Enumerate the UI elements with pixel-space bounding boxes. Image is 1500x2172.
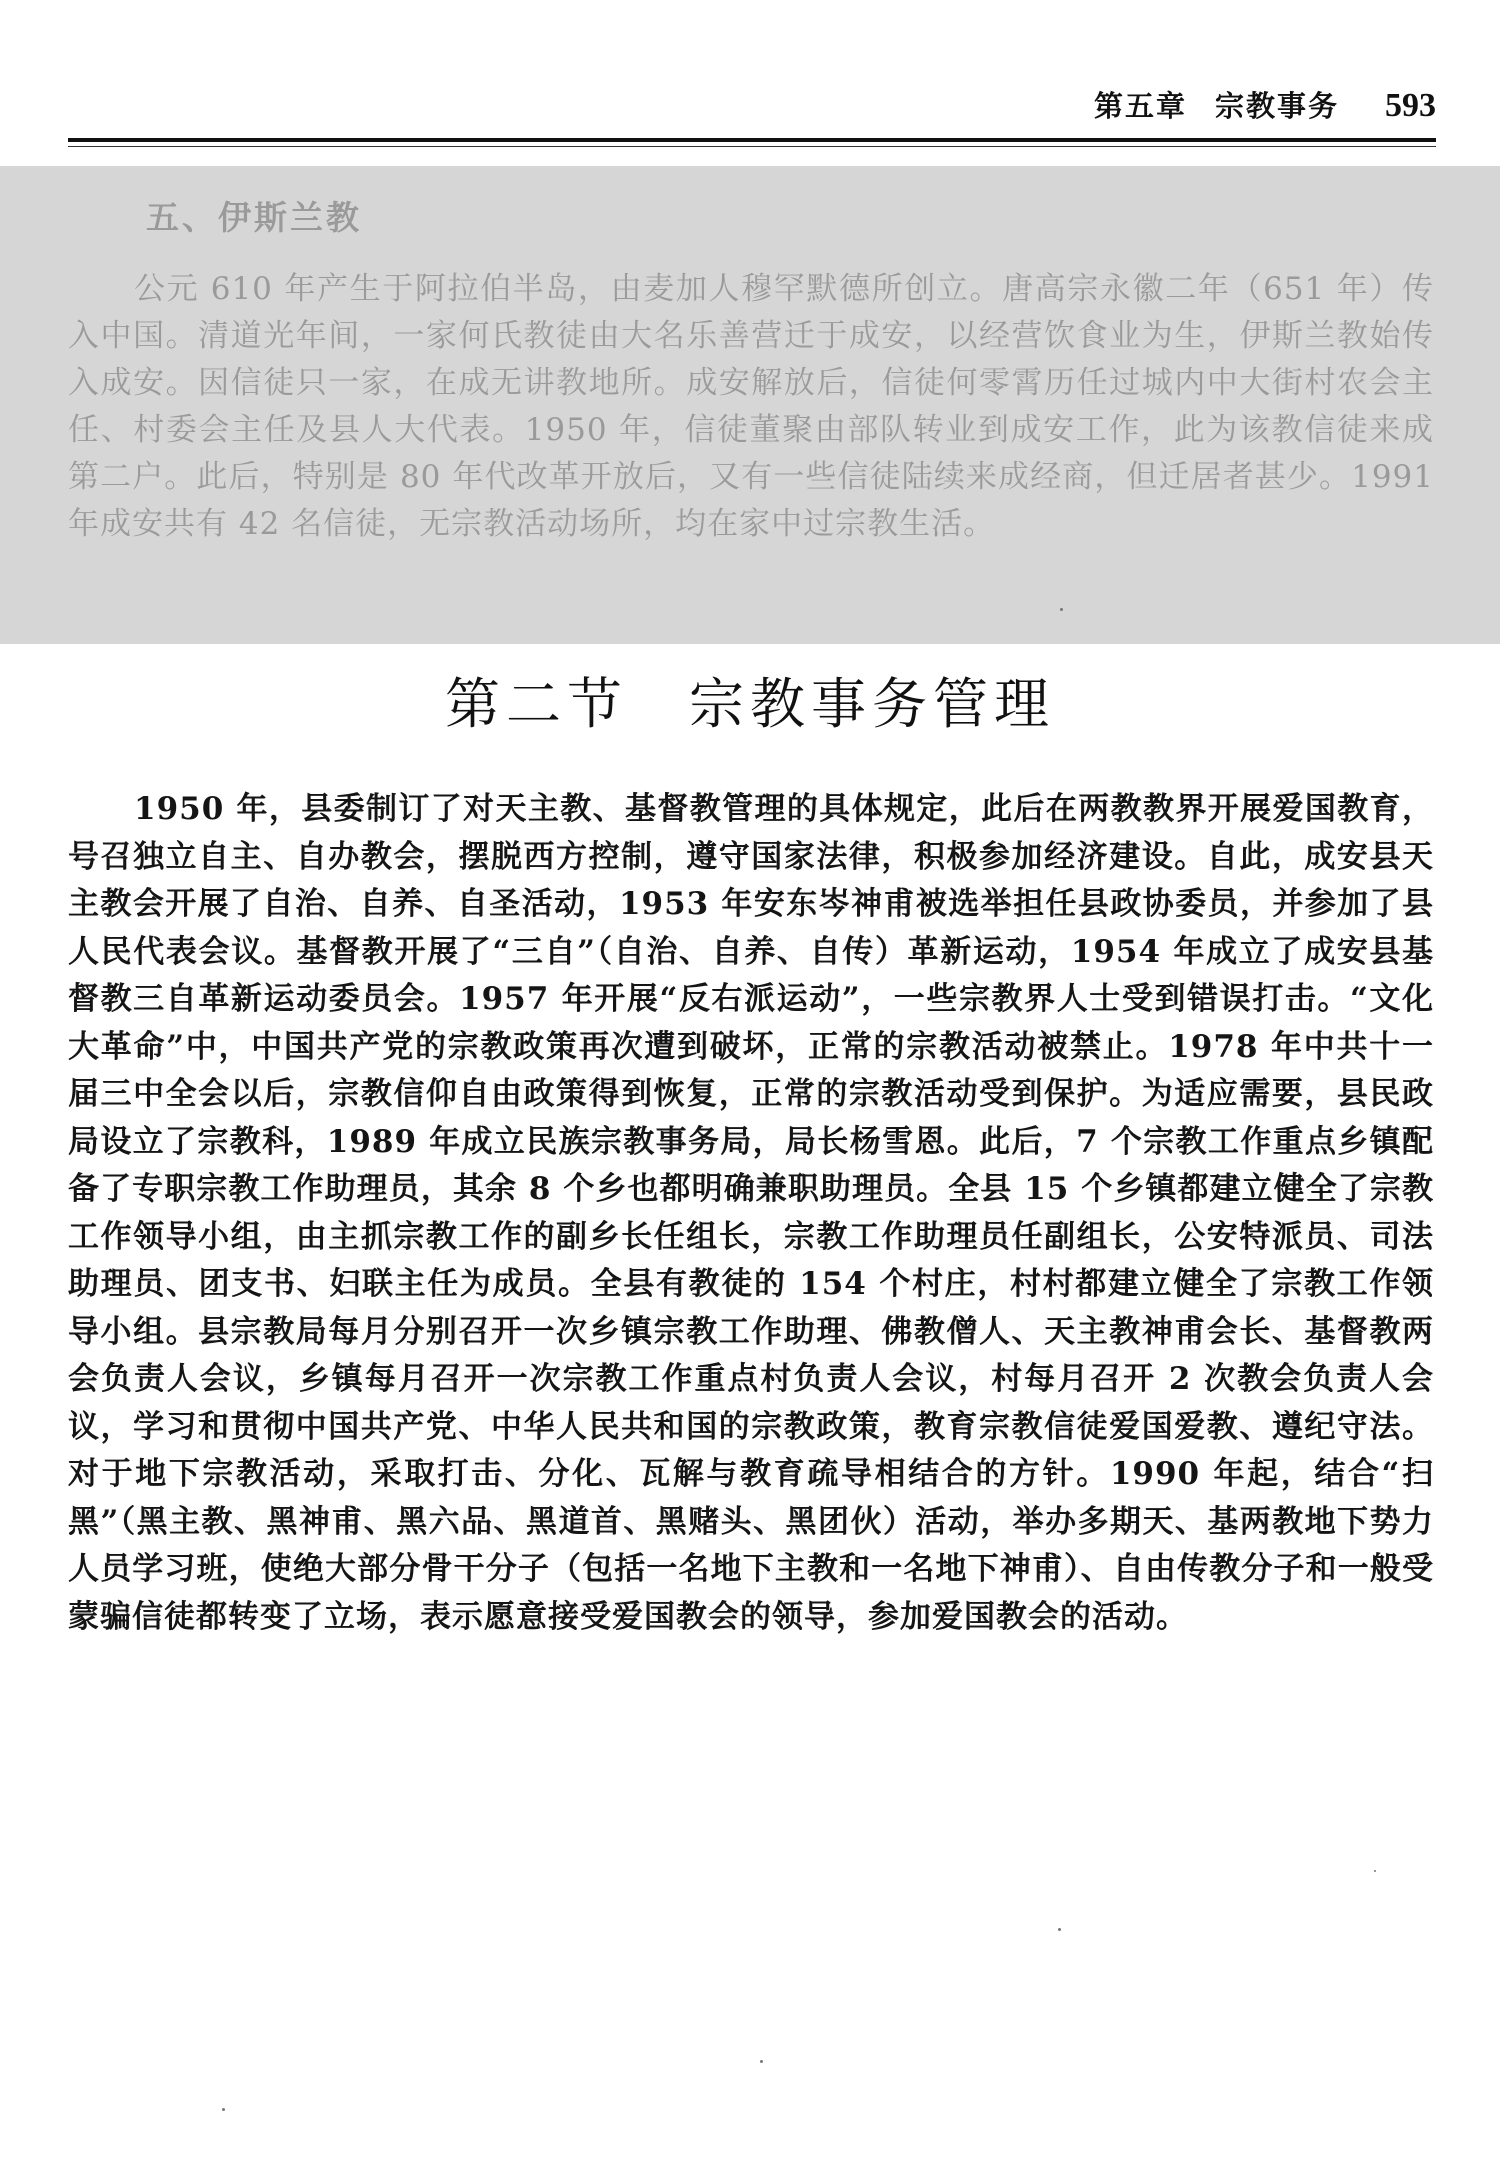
- section-title: 第二节 宗教事务管理: [444, 672, 1055, 736]
- section-label: 宗教事务: [1214, 89, 1339, 123]
- page-number: 593: [1385, 87, 1436, 124]
- scan-speck: [1374, 1870, 1376, 1872]
- subsection-heading: 五、伊斯兰教: [146, 198, 362, 237]
- chapter-label: 第五章: [1093, 89, 1187, 123]
- subsection-paragraph: 公元 610 年产生于阿拉伯半岛，由麦加人穆罕默德所创立。唐高宗永徽二年（651 年）传入中国。清道光年间，一家何氏教徒由大名乐善营迁于成安，以经营饮食业为生，伊斯兰教始传入成安。因信徒只一家，在成无讲教地所。成安解放后，信徒何零霄历任过城内中大街村农会主任、村委会主任及县人大代表。1950 年，信徒董聚由部队转业到成安工作，此为该教信徒来成第二户。此后，特别是 80 年代改革开放后，又有一些信徒陆续来成经商，但迁居者甚少。1991 年成安共有 42 名信徒，无宗教活动场所，均在家中过宗教生活。: [68, 271, 1434, 542]
- header-rule: [68, 138, 1436, 142]
- section-paragraph: 1950 年，县委制订了对天主教、基督教管理的具体规定，此后在两教教界开展爱国教育，号召独立自主、自办教会，摆脱西方控制，遵守国家法律，积极参加经济建设。自此，成安县天主教会开展了自治、自养、自圣活动，1953 年安东岑神甫被选举担任县政协委员，并参加了县人民代表会议。基督教开展了“三自”（自治、自养、自传）革新运动，1954 年成立了成安县基督教三自革新运动委员会。1957 年开展“反右派运动”，一些宗教界人士受到错误打击。“文化大革命”中，中国共产党的宗教政策再次遭到破坏，正常的宗教活动被禁止。1978 年中共十一届三中全会以后，宗教信仰自由政策得到恢复，正常的宗教活动受到保护。为适应需要，县民政局设立了宗教科，1989 年成立民族宗教事务局，局长杨雪恩。此后，7 个宗教工作重点乡镇配备了专职宗教工作助理员，其余 8 个乡也都明确兼职助理员。全县 15 个乡镇都建立健全了宗教工作领导小组，由主抓宗教工作的副乡长任组长，宗教工作助理员任副组长，公安特派员、司法助理员、团支书、妇联主任为成员。全县有教徒的 154 个村庄，村村都建立健全了宗教工作领导小组。县宗教局每月分别召开一次乡镇宗教工作助理、佛教僧人、天主教神甫会长、基督教两会负责人会议，乡镇每月召开一次宗教工作重点村负责人会议，村每月召开 2 次教会负责人会议，学习和贯彻中国共产党、中华人民共和国的宗教政策，教育宗教信徒爱国爱教、遵纪守法。对于地下宗教活动，采取打击、分化、瓦解与教育疏导相结合的方针。1990 年起，结合“扫黑”（黑主教、黑神甫、黑六品、黑道首、黑赌头、黑团伙）活动，举办多期天、基两教地下势力人员学习班，使绝大部分骨干分子（包括一名地下主教和一名地下神甫）、自由传教分子和一般受蒙骗信徒都转变了立场，表示愿意接受爱国教会的领导，参加爱国教会的活动。: [68, 791, 1434, 1635]
- running-header: [68, 84, 1436, 134]
- scan-speck: [222, 2108, 225, 2111]
- scan-speck: [760, 2060, 763, 2063]
- header-rule-thin: [68, 146, 1436, 147]
- faded-subsection-block: [0, 166, 1500, 644]
- scan-speck: [1058, 1928, 1061, 1931]
- header-text: [1094, 84, 1436, 125]
- scan-speck: [1060, 608, 1063, 611]
